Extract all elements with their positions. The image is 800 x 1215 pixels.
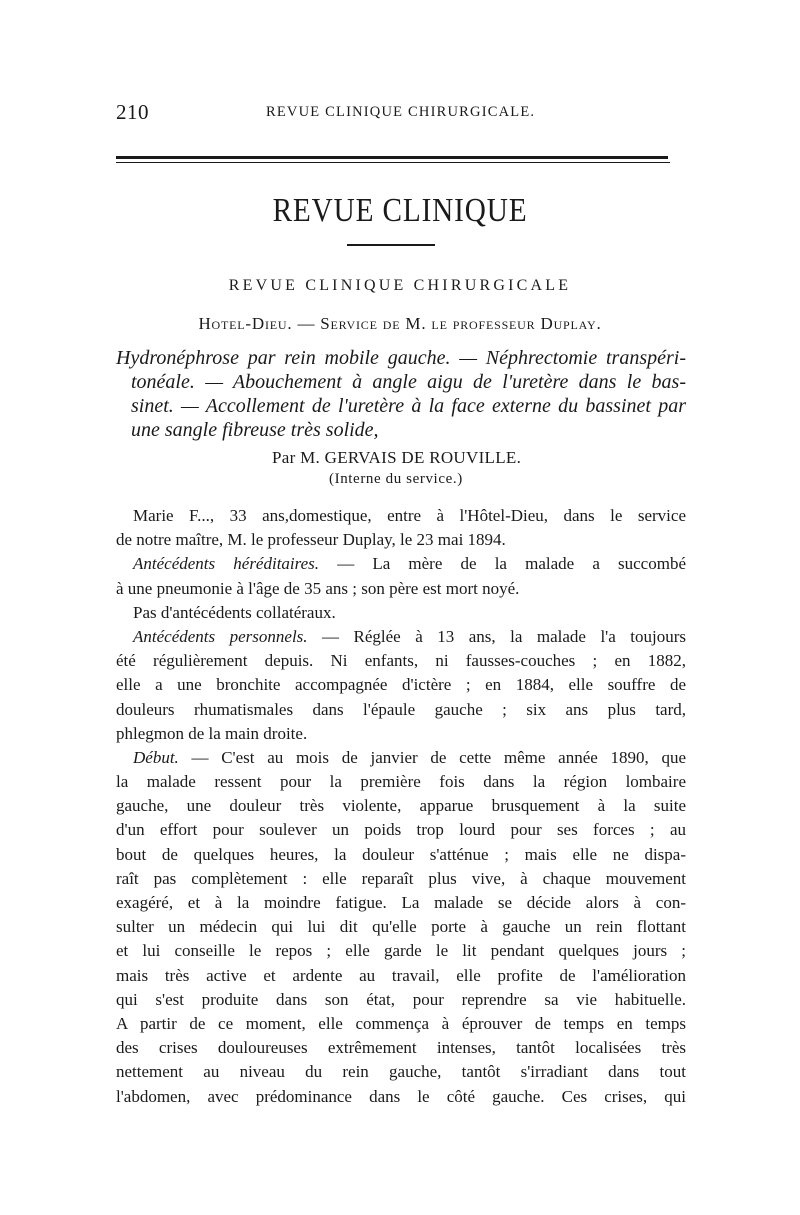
paragraph-line [116, 843, 686, 867]
paragraph-line [116, 552, 686, 576]
paragraph-text: raît pas complètement : elle reparaît plus vive, à chaque mouvement [116, 868, 686, 888]
paragraph-line [116, 1085, 686, 1109]
paragraph-lead: Début. [133, 747, 179, 767]
paragraph-line [116, 964, 686, 988]
paragraph-line [116, 891, 686, 915]
hospital-line: Hotel-Dieu. — Service de M. le professeur Duplay. [198, 314, 602, 333]
paragraph-line [116, 794, 686, 818]
section-title: REVUE CLINIQUE [272, 192, 528, 229]
paragraph-text: phlegmon de la main droite. [116, 723, 308, 743]
paragraph-lead: Antécédents personnels. [133, 626, 308, 646]
paragraph-line [116, 649, 686, 673]
paragraph-text: exagéré, et à la moindre fatigue. La malade se décide alors à con- [116, 893, 686, 912]
paragraph-line [116, 504, 686, 528]
paragraph-text: nettement au niveau du rein gauche, tantôt s'irradiant dans tout [116, 1062, 686, 1082]
subsection-title: REVUE CLINIQUE CHIRURGICALE [228, 277, 572, 294]
paragraph-line [116, 867, 686, 891]
paragraph-text: été régulièrement depuis. Ni enfants, ni fausses-couches ; en 1882, [116, 651, 686, 671]
paragraph-text: des crises douloureuses extrêmement intenses, tantôt localisées très [116, 1038, 686, 1058]
paragraph-text: — La mère de la malade a succombé [319, 554, 686, 574]
header-rule-thick [116, 156, 668, 159]
paragraph-line [116, 1012, 686, 1036]
paragraph-text: à une pneumonie à l'âge de 35 ans ; son père est mort noyé. [116, 578, 520, 598]
paragraph-text: douleurs rhumatismales dans l'épaule gauche ; six ans plus tard, [116, 699, 686, 719]
header-rule-thin [116, 162, 670, 163]
body-text [116, 504, 686, 1109]
case-title-line: une sangle fibreuse très solide, [131, 419, 379, 441]
paragraph-line [116, 988, 686, 1012]
case-title-line: Hydronéphrose par rein mobile gauche. — Néphrectomie transpéri- [116, 347, 686, 369]
paragraph-line [116, 915, 686, 939]
paragraph-line [116, 818, 686, 842]
paragraph-text: — Réglée à 13 ans, la malade l'a toujours [307, 626, 686, 646]
paragraph-line [116, 601, 686, 625]
paragraph-line [116, 746, 686, 770]
paragraph-text: — C'est au mois de janvier de cette même année 1890, que [178, 747, 686, 767]
running-head [116, 100, 684, 124]
paragraph-text: Marie F..., 33 ans,domestique, entre à l'Hôtel-Dieu, dans le service [133, 506, 686, 525]
paragraph-line [116, 939, 686, 963]
author-line: Par M. GERVAIS DE ROUVILLE. [272, 448, 522, 467]
paragraph-text: elle a une bronchite accompagnée d'ictère ; en 1884, elle souffre de [116, 675, 686, 695]
paragraph-line [116, 698, 686, 722]
paragraph-line [116, 625, 686, 649]
case-title-line: tonéale. — Abouchement à angle aigu de l'uretère dans le bas- [131, 371, 686, 393]
paragraph-line [116, 770, 686, 794]
paragraph-text: A partir de ce moment, elle commença à éprouver de temps en temps [116, 1013, 686, 1033]
paragraph-text: gauche, une douleur très violente, apparue brusquement à la suite [116, 796, 686, 816]
paragraph-text: de notre maître, M. le professeur Duplay, le 23 mai 1894. [116, 530, 506, 550]
case-title-line: sinet. — Accollement de l'uretère à la face externe du bassinet par [131, 395, 686, 417]
paragraph-line [116, 528, 686, 552]
paragraph-text: la malade ressent pour la première fois dans la région lombaire [116, 772, 686, 792]
case-title [116, 346, 686, 442]
page-number: 210 [116, 100, 149, 124]
paragraph-line [116, 577, 686, 601]
paragraph-text: sulter un médecin qui lui dit qu'elle porte à gauche un rein flottant [116, 917, 686, 937]
paragraph-line [116, 1036, 686, 1060]
paragraph-line [116, 722, 686, 746]
paragraph-text: mais très active et ardente au travail, elle profite de l'amélioration [116, 965, 686, 985]
running-title: REVUE CLINIQUE CHIRURGICALE. [266, 104, 536, 120]
paragraph-text: d'un effort pour soulever un poids trop lourd pour ses forces ; au [116, 820, 686, 840]
paragraph-text: bout de quelques heures, la douleur s'atténue ; mais elle ne dispa- [116, 844, 686, 864]
paragraph-line [116, 1060, 686, 1084]
paragraph-lead: Antécédents héréditaires. [133, 554, 320, 574]
paragraph-line [116, 673, 686, 697]
paragraph-text: qui s'est produite dans son état, pour reprendre sa vie habituelle. [116, 989, 686, 1009]
author-note: (Interne du service.) [329, 471, 463, 487]
title-rule [347, 244, 435, 246]
paragraph-text: l'abdomen, avec prédominance dans le côté gauche. Ces crises, qui [116, 1086, 686, 1106]
paragraph-text: et lui conseille le repos ; elle garde le lit pendant quelques jours ; [116, 941, 686, 961]
paragraph-text: Pas d'antécédents collatéraux. [133, 602, 336, 622]
